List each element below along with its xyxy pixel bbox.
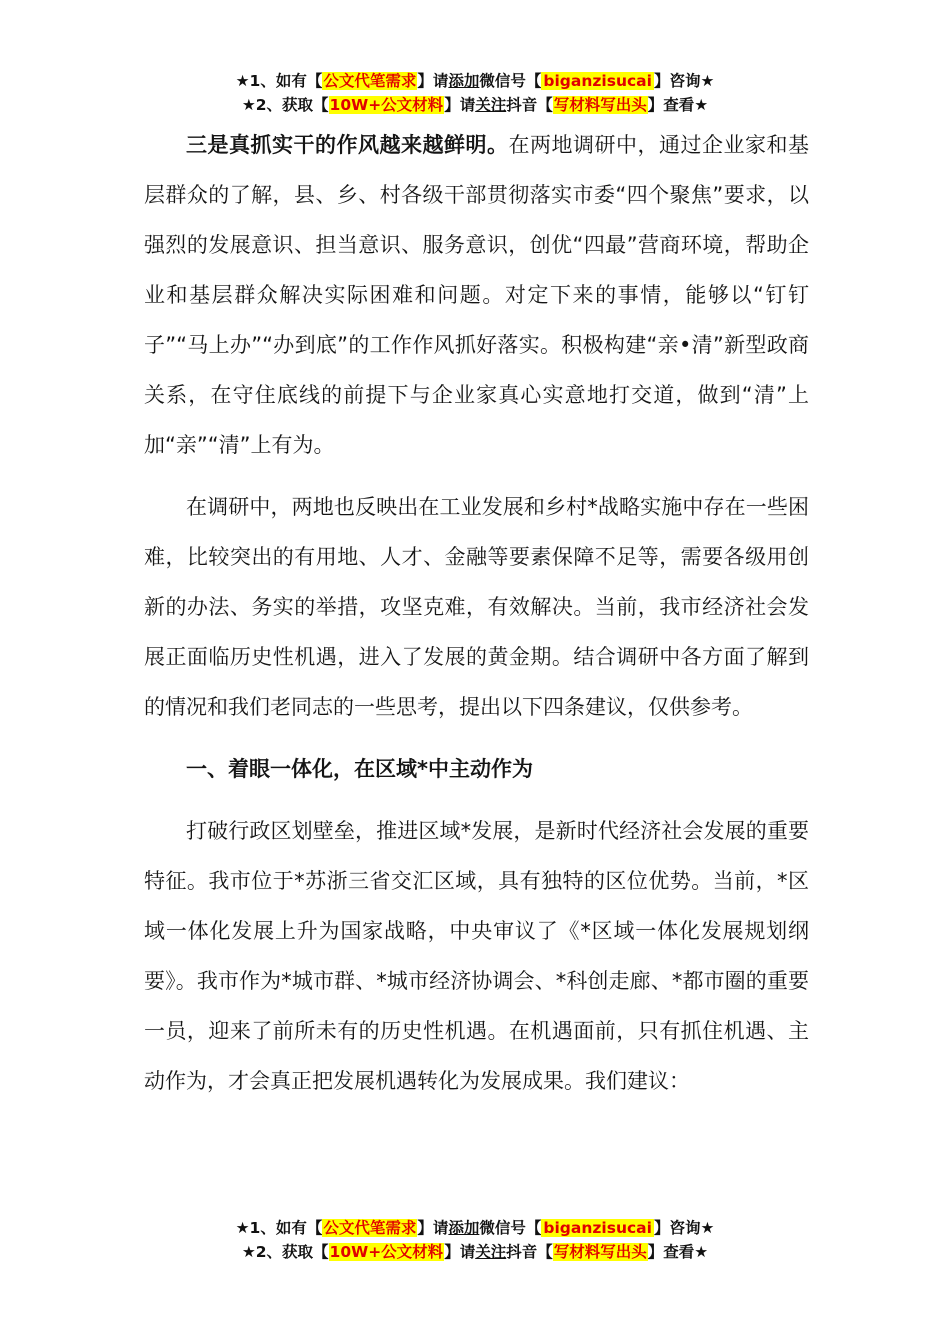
banner-text: 】请	[417, 1219, 449, 1237]
document-body	[144, 120, 809, 1106]
banner-text: ★1、如有【	[235, 1219, 323, 1237]
header-banner	[0, 69, 950, 117]
banner-text: 】咨询★	[653, 1219, 715, 1237]
banner-text: 微信号【	[479, 1219, 542, 1237]
highlight-service: 公文代笔需求	[323, 72, 417, 90]
underlined-text: 添加	[448, 72, 480, 90]
banner-text: 抖音【	[506, 96, 553, 114]
highlight-wechat-id: biganzisucai	[543, 1219, 652, 1237]
banner-text: ★2、获取【	[241, 96, 329, 114]
paragraph-lead-bold: 三是真抓实干的作风越来越鲜明。	[186, 133, 509, 157]
banner-line-2	[0, 1240, 950, 1264]
highlight-materials: 10W+公文材料	[329, 1243, 444, 1261]
banner-text: 】咨询★	[653, 72, 715, 90]
banner-text: 】查看★	[647, 96, 709, 114]
underlined-text: 关注	[475, 1243, 507, 1261]
banner-text: 】请	[444, 96, 476, 114]
section-heading: 一、着眼一体化，在区域*中主动作为	[186, 757, 533, 781]
banner-text: 抖音【	[506, 1243, 553, 1261]
underlined-text: 添加	[448, 1219, 480, 1237]
paragraph-text: 在两地调研中，通过企业家和基层群众的了解，县、乡、村各级干部贯彻落实市委“四个聚焦”要求，以强烈的发展意识、担当意识、服务意识，创优“四最”营商环境，帮助企业和基层群众解决实际困难和问题。对定下来的事情，能够以“钉钉子”“马上办”“办到底”的工作作风抓好落实。积极构建“亲•清”新型政商关系，在守住底线的前提下与企业家真心实意地打交道，做到“清”上加“亲”“清”上有为。	[144, 133, 809, 457]
highlight-wechat-id: biganzisucai	[543, 72, 652, 90]
banner-line-1	[0, 69, 950, 93]
highlight-materials: 10W+公文材料	[329, 96, 444, 114]
paragraph-difficulties: 在调研中，两地也反映出在工业发展和乡村*战略实施中存在一些困难，比较突出的有用地、人才、金融等要素保障不足等，需要各级用创新的办法、务实的举措，攻坚克难，有效解决。当前，我市经济社会发展正面临历史性机遇，进入了发展的黄金期。结合调研中各方面了解到的情况和我们老同志的一些思考，提出以下四条建议，仅供参考。	[144, 495, 809, 719]
banner-text: 微信号【	[479, 72, 542, 90]
paragraph-work-style	[144, 120, 809, 470]
underlined-text: 关注	[475, 96, 507, 114]
banner-text: ★2、获取【	[241, 1243, 329, 1261]
banner-text: 】请	[444, 1243, 476, 1261]
paragraph-integration: 打破行政区划壁垒，推进区域*发展，是新时代经济社会发展的重要特征。我市位于*苏浙三省交汇区域，具有独特的区位优势。当前，*区域一体化发展上升为国家战略，中央审议了《*区域一体化发展规划纲要》。我市作为*城市群、*城市经济协调会、*科创走廊、*都市圈的重要一员，迎来了前所未有的历史性机遇。在机遇面前，只有抓住机遇、主动作为，才会真正把发展机遇转化为发展成果。我们建议：	[144, 819, 809, 1093]
banner-line-1	[0, 1216, 950, 1240]
banner-text: ★1、如有【	[235, 72, 323, 90]
banner-text: 】请	[417, 72, 449, 90]
banner-line-2	[0, 93, 950, 117]
footer-banner	[0, 1216, 950, 1264]
highlight-douyin-id: 写材料写出头	[553, 1243, 647, 1261]
banner-text: 】查看★	[647, 1243, 709, 1261]
highlight-service: 公文代笔需求	[323, 1219, 417, 1237]
highlight-douyin-id: 写材料写出头	[553, 96, 647, 114]
